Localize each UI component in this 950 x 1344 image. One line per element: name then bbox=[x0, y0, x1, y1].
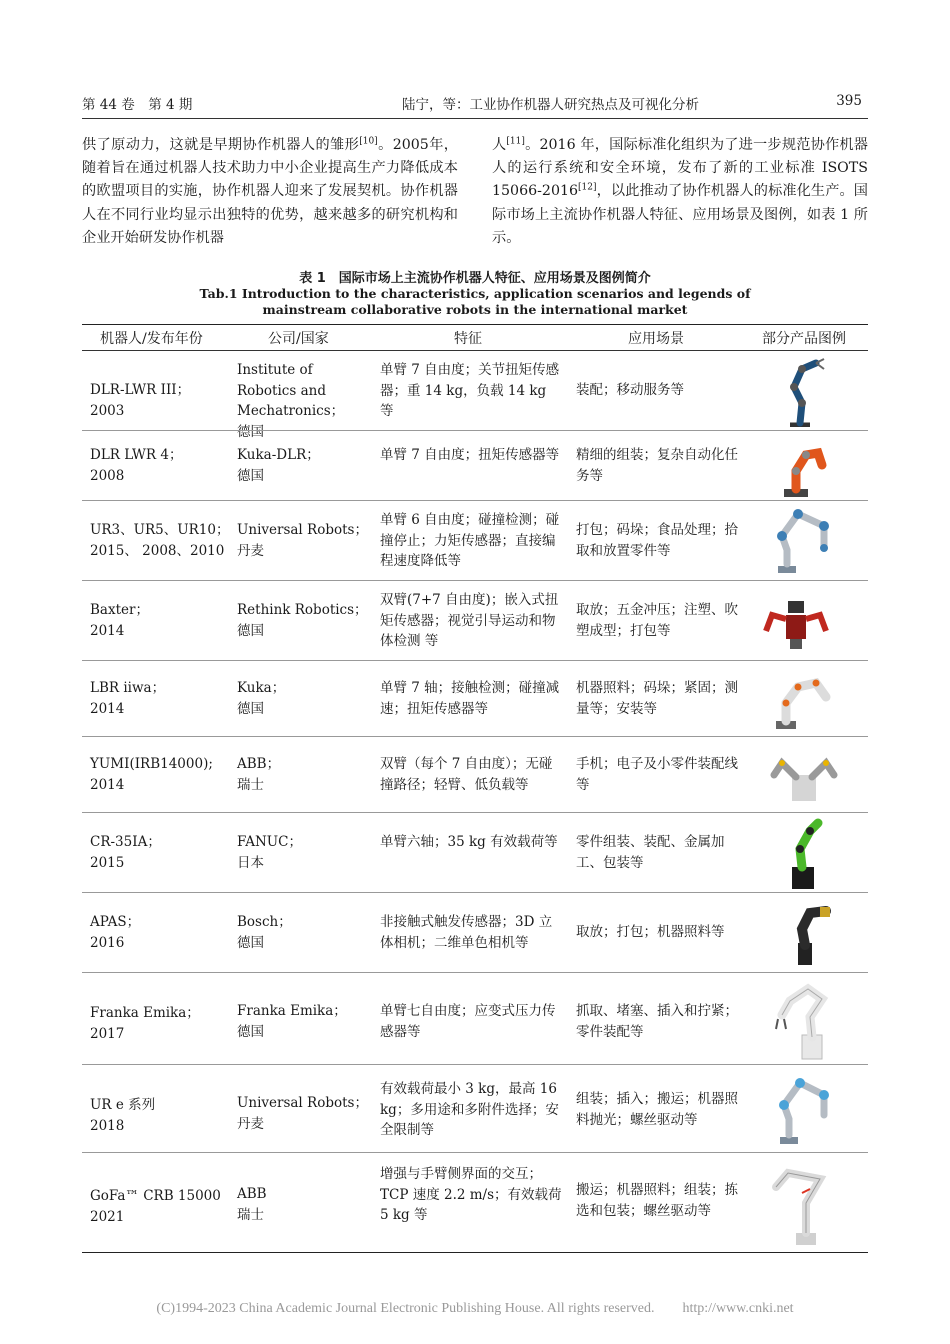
robot-name-cell bbox=[90, 380, 230, 421]
body-left-column bbox=[82, 134, 458, 250]
features-cell: 单臂六轴；35 kg 有效载荷等 bbox=[380, 834, 558, 850]
applications-cell: 零件组装、装配、金属加工、包装等 bbox=[576, 834, 725, 871]
robot-arm-blue-image bbox=[772, 355, 832, 427]
country: 瑞士 bbox=[237, 776, 264, 793]
table-row bbox=[82, 661, 868, 736]
company-cell bbox=[237, 1093, 372, 1134]
company-cell bbox=[237, 600, 372, 641]
col-header-applications: 应用场景 bbox=[628, 331, 684, 347]
table-row bbox=[82, 737, 868, 812]
right-text-a: 人 bbox=[492, 137, 507, 153]
company-name: Rethink Robotics； bbox=[237, 602, 368, 618]
table-caption-cn: 表 1 国际市场上主流协作机器人特征、应用场景及图例简介 bbox=[299, 271, 651, 286]
table-row bbox=[82, 501, 868, 580]
robot-name-cell bbox=[90, 678, 230, 719]
robot-name-cell bbox=[90, 754, 230, 795]
company-name: Kuka； bbox=[237, 680, 286, 696]
country: 德国 bbox=[237, 934, 264, 951]
company-name: Universal Robots； bbox=[237, 1095, 368, 1111]
robot-apas-image bbox=[776, 899, 836, 967]
company-name: Universal Robots； bbox=[237, 522, 368, 538]
robot-name: UR3、UR5、UR10； bbox=[90, 522, 230, 538]
release-year: 2021 bbox=[90, 1208, 125, 1225]
features-cell: 单臂 7 自由度；扭矩传感器等 bbox=[380, 447, 560, 463]
table-caption-en: Tab.1 Introduction to the characteristics, application scenarios and legends of mainstream collaborative robots in the international market bbox=[199, 286, 751, 317]
country: 德国 bbox=[237, 700, 264, 717]
country: 瑞士 bbox=[237, 1206, 264, 1223]
table-row bbox=[82, 813, 868, 892]
robot-baxter-image bbox=[760, 593, 832, 653]
company-name: Franka Emika； bbox=[237, 1003, 347, 1019]
robot-name: DLR LWR 4； bbox=[90, 447, 183, 463]
applications-cell: 取放；五金冲压；注塑、吹塑成型；打包等 bbox=[576, 602, 738, 639]
release-year: 2003 bbox=[90, 402, 125, 419]
robot-name-cell bbox=[90, 520, 230, 561]
applications-cell: 抓取、堵塞、插入和拧紧；零件装配等 bbox=[576, 1003, 738, 1040]
table-row bbox=[82, 1065, 868, 1152]
company-name: ABB； bbox=[237, 756, 281, 772]
applications-cell: 机器照料；码垛；紧固；测量等；安装等 bbox=[576, 680, 738, 717]
company-name: FANUC； bbox=[237, 834, 302, 850]
release-year: 2018 bbox=[90, 1117, 125, 1134]
robot-fanuc-image bbox=[780, 815, 830, 891]
robot-name: YUMI(IRB14000); bbox=[90, 756, 213, 772]
company-cell bbox=[237, 1184, 372, 1225]
table-row bbox=[82, 973, 868, 1064]
company-name: Institute of Robotics and Mechatronics； bbox=[237, 362, 345, 419]
release-year: 2014 bbox=[90, 700, 125, 717]
table-header bbox=[82, 324, 868, 350]
robot-franka-image bbox=[768, 981, 836, 1061]
robot-arm-iiwa-image bbox=[768, 667, 838, 731]
robot-ur-e-image bbox=[770, 1073, 840, 1147]
release-year: 2015 bbox=[90, 854, 125, 871]
cnki-copyright-footer: (C)1994-2023 China Academic Journal Electronic Publishing House. All rights reserved. http://www.cnki.net bbox=[156, 1301, 794, 1316]
release-year: 2015、 2008、2010 bbox=[90, 542, 225, 559]
robot-name: APAS； bbox=[90, 914, 141, 930]
robot-name: Franka Emika； bbox=[90, 1005, 200, 1021]
citation-10[interactable]: [10] bbox=[359, 136, 378, 147]
robot-arm-orange-image bbox=[772, 433, 832, 499]
robot-name: CR-35IA； bbox=[90, 834, 161, 850]
table-row bbox=[82, 351, 868, 440]
robot-name-cell bbox=[90, 600, 230, 641]
company-cell bbox=[237, 1001, 372, 1042]
robot-name-cell bbox=[90, 445, 230, 486]
release-year: 2016 bbox=[90, 934, 125, 951]
features-cell: 非接触式触发传感器；3D 立体相机；二维单色相机等 bbox=[380, 914, 553, 951]
company-cell bbox=[237, 520, 372, 561]
robot-name: DLR-LWR III； bbox=[90, 382, 191, 398]
page-number: 395 bbox=[836, 93, 862, 109]
col-header-features: 特征 bbox=[454, 331, 482, 347]
country: 丹麦 bbox=[237, 1115, 264, 1132]
right-text-c: ，以此推动了协作机器人的标准化生产。国际市场上主流协作机器人特征、应用场景及图例，如表 1 所示。 bbox=[492, 183, 868, 246]
features-cell: 双臂（每个 7 自由度）；无碰撞路径；轻臂、低负载等 bbox=[380, 756, 553, 793]
left-text-part1: 供了原动力，这就是早期协作机器人的雏形 bbox=[82, 137, 360, 153]
robot-name-cell bbox=[90, 912, 230, 953]
features-cell: 单臂 6 自由度；碰撞检测；碰撞停止；力矩传感器；直接编程速度降低等 bbox=[380, 512, 560, 569]
applications-cell: 装配；移动服务等 bbox=[576, 382, 684, 398]
robot-gofa-image bbox=[766, 1163, 836, 1247]
applications-cell: 取放；打包；机器照料等 bbox=[576, 924, 725, 940]
table-row bbox=[82, 1153, 868, 1252]
robot-name-cell bbox=[90, 1186, 230, 1227]
journal-volume-issue: 第 44 卷 第 4 期 bbox=[82, 97, 193, 113]
left-text-part2: 。2005年，随着旨在通过机器人技术助力中小企业提高生产力降低成本的欧盟项目的实施，协作机器人迎来了发展契机。协作机器人在不同行业均显示出独特的优势，越来越多的研究机构和企业开始研发协作机器 bbox=[82, 137, 458, 246]
table-bottom-rule bbox=[82, 1252, 868, 1253]
robot-name: LBR iiwa； bbox=[90, 680, 166, 696]
applications-cell: 组装；插入；搬运；机器照料抛光；螺丝驱动等 bbox=[576, 1091, 738, 1128]
robot-name-cell bbox=[90, 1003, 230, 1044]
company-cell bbox=[237, 445, 372, 486]
features-cell: 增强与手臂侧界面的交互；TCP 速度 2.2 m/s；有效载荷 5 kg 等 bbox=[380, 1166, 562, 1223]
features-cell: 单臂 7 自由度；关节扭矩传感器；重 14 kg，负载 14 kg 等 bbox=[380, 362, 560, 419]
features-cell: 单臂七自由度；应变式压力传感器等 bbox=[380, 1003, 556, 1040]
country: 德国 bbox=[237, 423, 264, 440]
features-cell: 有效载荷最小 3 kg，最高 16 kg；多用途和多附件选择；安全限制等 bbox=[380, 1081, 559, 1138]
country: 德国 bbox=[237, 1023, 264, 1040]
features-cell: 双臂(7+7 自由度)；嵌入式扭矩传感器；视觉引导运动和物体检测 等 bbox=[380, 592, 559, 649]
company-name: ABB bbox=[237, 1186, 267, 1202]
company-cell bbox=[237, 832, 372, 873]
robot-name-cell bbox=[90, 1095, 230, 1136]
release-year: 2014 bbox=[90, 776, 125, 793]
company-name: Kuka-DLR； bbox=[237, 447, 320, 463]
robot-arm-ur-image bbox=[772, 504, 842, 576]
robot-name: Baxter； bbox=[90, 602, 149, 618]
robot-yumi-image bbox=[768, 745, 840, 805]
robot-name: UR e 系列 bbox=[90, 1097, 156, 1113]
country: 丹麦 bbox=[237, 542, 264, 559]
running-header bbox=[82, 93, 868, 115]
table-row bbox=[82, 431, 868, 500]
citation-12[interactable]: [12] bbox=[578, 182, 597, 193]
company-cell bbox=[237, 912, 372, 953]
robot-name: GoFa™ CRB 15000 bbox=[90, 1188, 221, 1204]
applications-cell: 打包；码垛；食品处理；拾取和放置零件等 bbox=[576, 522, 738, 559]
right-text-b: 。2016 年，国际标准化组织为了进一步规范协作机器人的运行系统和安全环境，发布了新的工业标准 ISOTS 15066-2016 bbox=[492, 137, 868, 200]
col-header-company: 公司/国家 bbox=[268, 331, 329, 347]
release-year: 2017 bbox=[90, 1025, 125, 1042]
robot-name-cell bbox=[90, 832, 230, 873]
applications-cell: 搬运；机器照料；组装；拣选和包装；螺丝驱动等 bbox=[576, 1182, 738, 1219]
company-cell bbox=[237, 754, 372, 795]
header-rule bbox=[82, 118, 868, 119]
company-cell bbox=[237, 678, 372, 719]
article-running-title: 陆宁，等：工业协作机器人研究热点及可视化分析 bbox=[402, 97, 699, 113]
release-year: 2014 bbox=[90, 622, 125, 639]
applications-cell: 手机；电子及小零件装配线等 bbox=[576, 756, 738, 793]
country: 德国 bbox=[237, 467, 264, 484]
features-cell: 单臂 7 轴；接触检测；碰撞减速；扭矩传感器等 bbox=[380, 680, 560, 717]
table-row bbox=[82, 893, 868, 972]
col-header-robot: 机器人/发布年份 bbox=[100, 331, 203, 347]
country: 日本 bbox=[237, 854, 264, 871]
body-right-column bbox=[492, 134, 868, 250]
table-row bbox=[82, 581, 868, 660]
release-year: 2008 bbox=[90, 467, 125, 484]
company-name: Bosch； bbox=[237, 914, 292, 930]
applications-cell: 精细的组装；复杂自动化任务等 bbox=[576, 447, 738, 484]
col-header-images: 部分产品图例 bbox=[762, 331, 846, 347]
country: 德国 bbox=[237, 622, 264, 639]
citation-11[interactable]: [11] bbox=[506, 136, 525, 147]
